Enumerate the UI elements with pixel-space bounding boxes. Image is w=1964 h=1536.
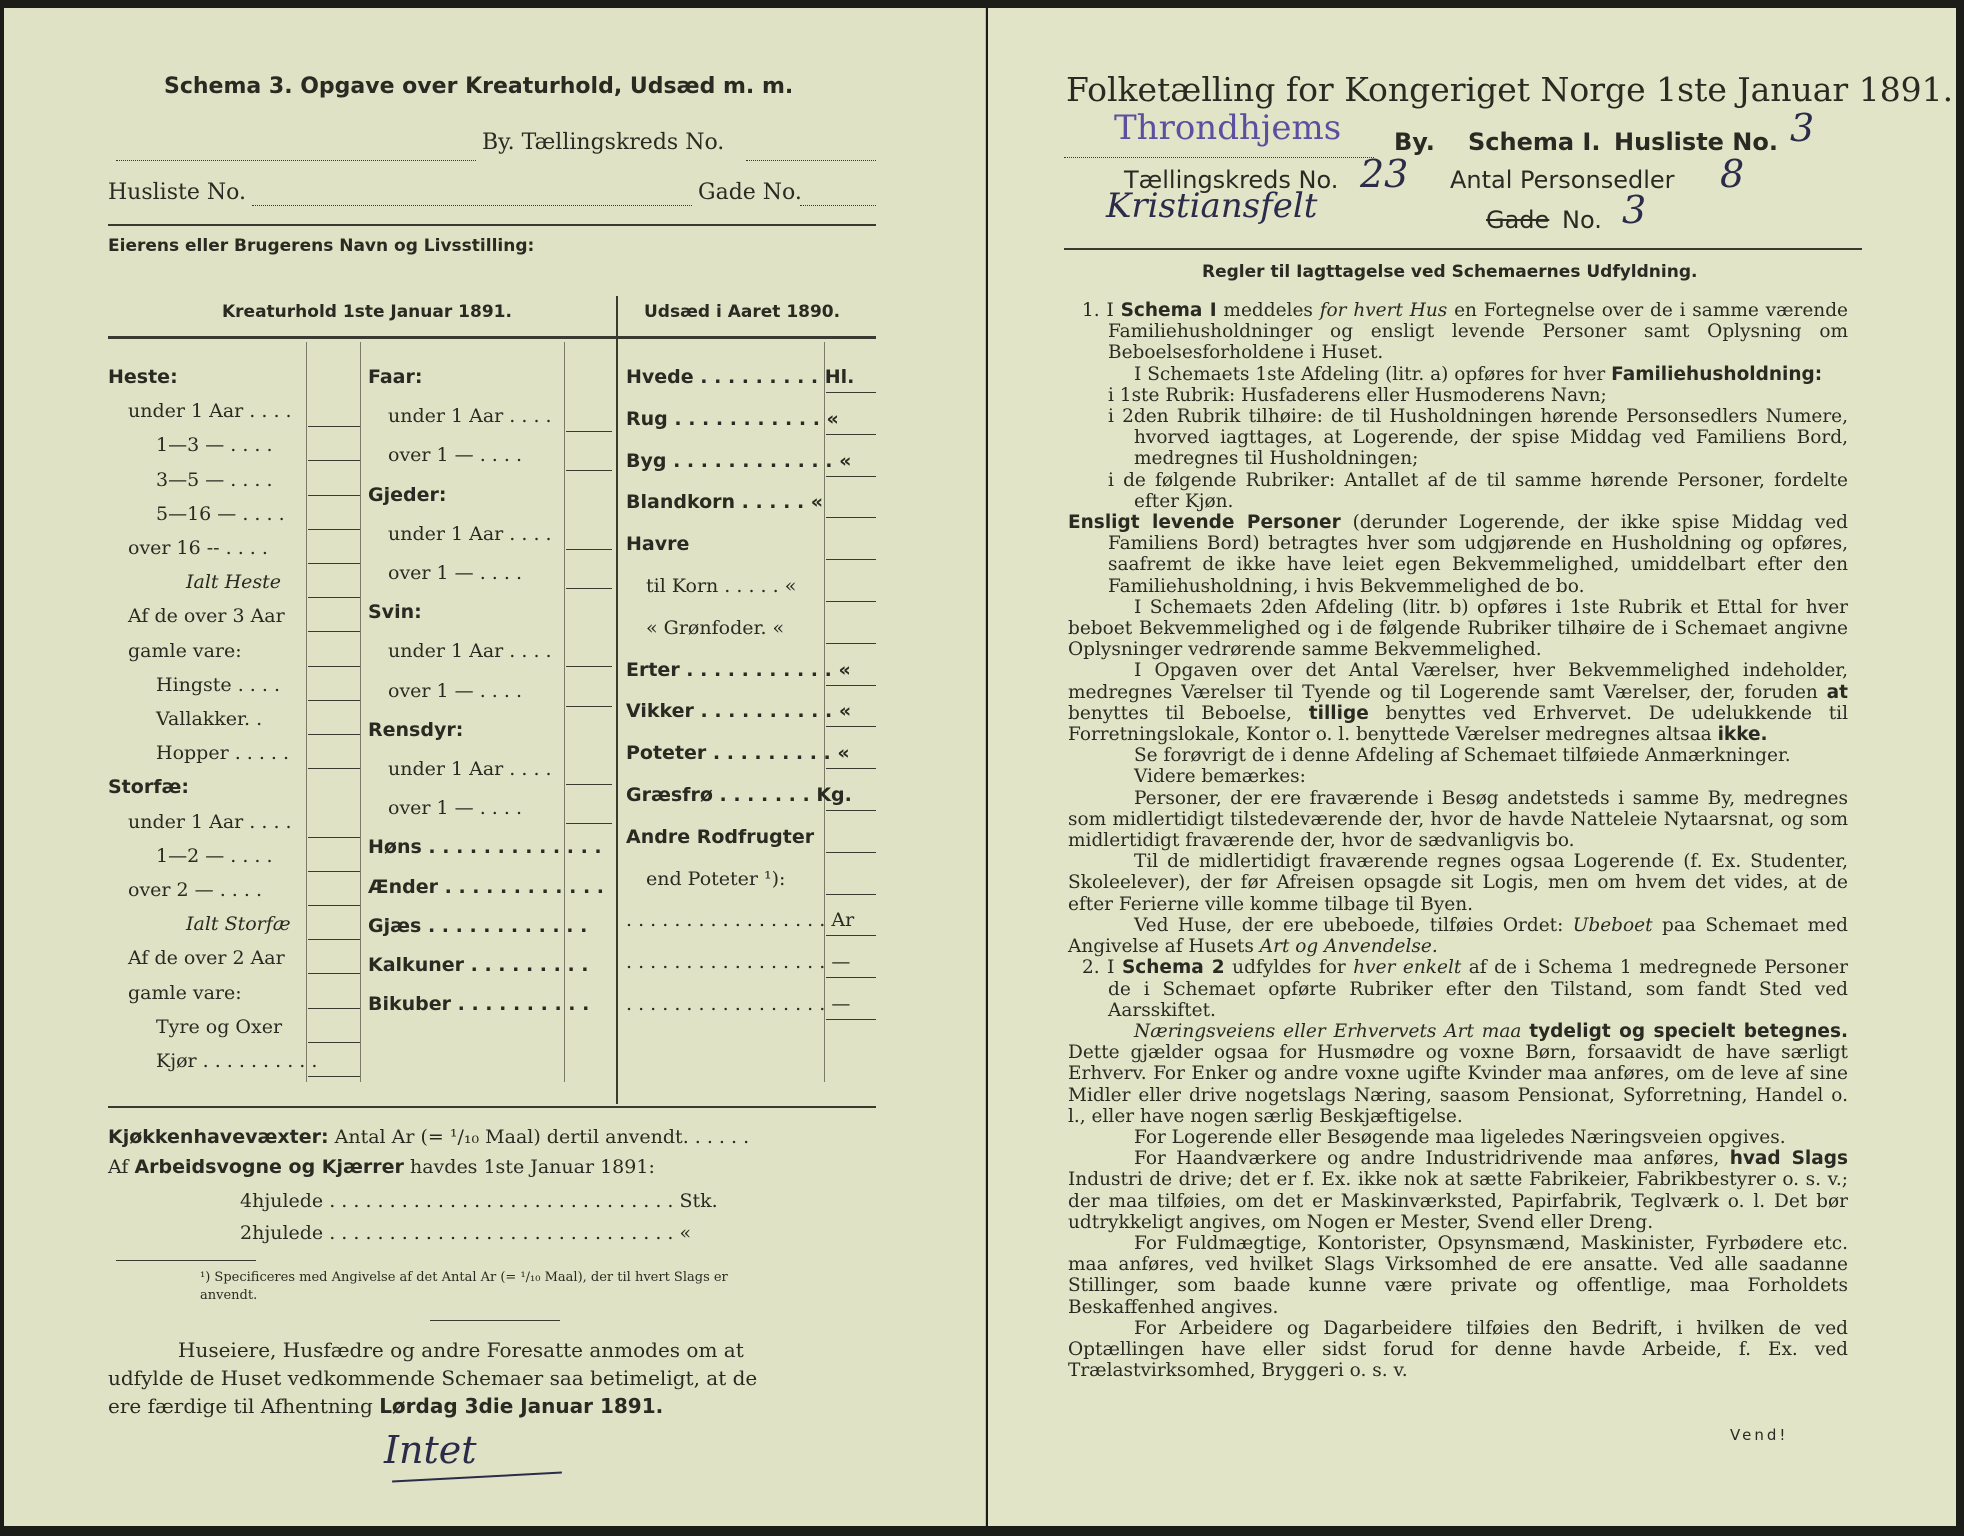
col3-row-label: Hvede . . . . . . . . . Hl.	[626, 366, 855, 388]
col3-row-label: Andre Rodfrugter	[626, 825, 815, 848]
col2-row-label: under 1 Aar . . . .	[388, 405, 552, 428]
notice-line-2: udfylde de Huset vedkommende Schemaer saa betimeligt, at de	[108, 1366, 758, 1390]
col2-row-label: Høns . . . . . . . . . . . . .	[368, 836, 602, 859]
col1-entry-cell[interactable]	[308, 426, 360, 427]
col1-entry-cell[interactable]	[308, 631, 360, 632]
signature-handwritten: Intet	[384, 1428, 477, 1472]
col1-entry-cell[interactable]	[308, 905, 360, 906]
notice-deadline: Lørdag 3die Januar 1891.	[379, 1394, 664, 1418]
by-taellingskreds-label: By. Tællingskreds No.	[482, 130, 725, 155]
col3-row-label: . . . . . . . . . . . . . . . . . —	[626, 993, 851, 1015]
col2-row-label: Svin:	[368, 601, 422, 624]
col1-row-label: 5—16 — . . . .	[156, 502, 285, 525]
col2-entry-cell[interactable]	[566, 588, 612, 589]
kitchen-text: Antal Ar (= ¹/₁₀ Maal) dertil anvendt. . . . . .	[328, 1126, 750, 1148]
col3-entry-cell[interactable]	[826, 852, 876, 853]
table-header-rule	[108, 336, 876, 339]
col3-entry-cell[interactable]	[826, 434, 876, 435]
col3-row-label: . . . . . . . . . . . . . . . . . Ar	[626, 909, 855, 932]
signature-underline	[392, 1472, 562, 1483]
wagon-2hjulede[interactable]: 2hjulede . . . . . . . . . . . . . . . . . . . . . . . . . . . . . «	[240, 1222, 692, 1244]
col1-entry-cell[interactable]	[308, 1008, 360, 1009]
col1-row-label: Hingste . . . .	[156, 673, 280, 696]
col3-entry-cell[interactable]	[826, 517, 876, 518]
kitchen-label: Kjøkkenhavevæxter:	[108, 1126, 329, 1148]
col1-row-label: under 1 Aar . . . .	[128, 400, 292, 423]
col1-row-label: Hopper . . . . .	[156, 742, 290, 765]
notice-line-1: Huseiere, Husfædre og andre Foresatte anmodes om at	[178, 1338, 744, 1362]
header-rule	[1064, 248, 1862, 250]
divider	[108, 224, 876, 226]
col1-row-label: Kjør . . . . . . . . . .	[156, 1050, 318, 1072]
col1-entry-cell[interactable]	[308, 460, 360, 461]
col3-row-label: Rug . . . . . . . . . . . «	[626, 407, 839, 430]
col2-row-label: under 1 Aar . . . .	[388, 640, 552, 663]
col3-row-label: . . . . . . . . . . . . . . . . . —	[626, 951, 851, 974]
col1-row-label: over 2 — . . . .	[128, 879, 262, 901]
husliste-no-label: Husliste No.	[1614, 128, 1778, 156]
col1-row-label: under 1 Aar . . . .	[128, 810, 292, 833]
col2-row-label: over 1 — . . . .	[388, 562, 522, 584]
col3-row-label: Havre	[626, 533, 690, 556]
kitchen-line	[108, 1126, 749, 1148]
col1-row-label: over 16 -- . . . .	[128, 537, 268, 559]
col1-entry-cell[interactable]	[308, 666, 360, 667]
notice-line-3a: ere færdige til Afhentning	[108, 1394, 380, 1418]
left-page-schema-3	[4, 8, 986, 1526]
antal-personsedler-value[interactable]: 8	[1720, 152, 1745, 196]
col2-row-label: Faar:	[368, 366, 423, 388]
rules-title: Regler til Iagttagelse ved Schemaernes Udfyldning.	[1202, 262, 1698, 282]
col1-entry-cell[interactable]	[308, 529, 360, 530]
col2-entry-cell[interactable]	[566, 470, 612, 471]
col3-entry-cell[interactable]	[826, 935, 876, 936]
col3-row-label: « Grønfoder. «	[646, 616, 785, 639]
col1-row-label: Tyre og Oxer	[156, 1015, 283, 1038]
husliste-label: Husliste No.	[108, 180, 246, 205]
col3-entry-cell[interactable]	[826, 559, 876, 560]
col3-row-label: til Korn . . . . . «	[646, 575, 797, 597]
right-page-schema-1	[988, 8, 1956, 1526]
husliste-blank[interactable]	[252, 204, 692, 206]
col2-row-label: Gjeder:	[368, 483, 447, 506]
col1-row-label: Heste:	[108, 366, 178, 388]
col3-entry-cell[interactable]	[826, 726, 876, 727]
col2-entry-cell[interactable]	[566, 706, 612, 707]
col1-row-label: Af de over 3 Aar	[128, 605, 285, 628]
col3-entry-cell[interactable]	[826, 768, 876, 769]
col3-row-label: Poteter . . . . . . . . . «	[626, 742, 850, 765]
left-page-title: Schema 3. Opgave over Kreaturhold, Udsæd m. m.	[164, 74, 794, 99]
col3-entry-cell[interactable]	[826, 1019, 876, 1020]
street-no-value[interactable]: 3	[1622, 188, 1647, 232]
antal-personsedler-label: Antal Personsedler	[1450, 166, 1675, 194]
wagon-pre: Af	[108, 1156, 135, 1178]
vend-label: Vend!	[1730, 1426, 1789, 1444]
col2-row-label: Bikuber . . . . . . . . . .	[368, 993, 590, 1016]
col1-entry-cell[interactable]	[308, 597, 360, 598]
col1-entry-cell[interactable]	[308, 973, 360, 974]
col1-entry-cell[interactable]	[308, 837, 360, 838]
col1-row-label: Ialt Heste	[186, 571, 282, 594]
col1-row-label: 1—2 — . . . .	[156, 844, 273, 867]
wagon-4hjulede[interactable]: 4hjulede . . . . . . . . . . . . . . . . . . . . . . . . . . . . . Stk.	[240, 1190, 718, 1212]
col2-row-label: Ænder . . . . . . . . . . . .	[368, 875, 604, 898]
col1-row-label: gamle vare:	[128, 981, 242, 1004]
col3-row-label: Byg . . . . . . . . . . . . «	[626, 449, 852, 472]
col2-row-label: under 1 Aar . . . .	[388, 758, 552, 780]
street-handwritten[interactable]: Kristiansfelt	[1106, 186, 1318, 226]
col2-row-label: under 1 Aar . . . .	[388, 522, 552, 545]
taellingskreds-label-right: Tællingskreds No.	[1124, 166, 1339, 194]
footnote: ¹) Specificeres med Angivelse af det Antal Ar (= ¹/₁₀ Maal), der til hvert Slags er	[200, 1270, 728, 1285]
col1-right	[360, 342, 361, 1082]
col3-entry-cell[interactable]	[826, 643, 876, 644]
col3-row-label: Erter . . . . . . . . . . . «	[626, 658, 851, 681]
by-label: By.	[1394, 128, 1435, 156]
col3-entry-cell[interactable]	[826, 810, 876, 811]
husliste-no-value[interactable]: 3	[1790, 106, 1815, 150]
col3-entry-cell[interactable]	[826, 685, 876, 686]
owner-label: Eierens eller Brugerens Navn og Livsstilling:	[108, 236, 535, 256]
col1-entry-cell[interactable]	[308, 871, 360, 872]
right-page-title: Folketælling for Kongeriget Norge 1ste Januar 1891.	[1066, 70, 1954, 109]
gade-label: Gade No.	[698, 180, 802, 205]
col3-entry-cell[interactable]	[826, 894, 876, 895]
taellingskreds-blank[interactable]	[746, 159, 876, 161]
col3-entry-cell[interactable]	[826, 601, 876, 602]
col2-entry-cell[interactable]	[566, 666, 612, 667]
by-blank[interactable]	[116, 159, 476, 161]
col1-row-label: gamle vare:	[128, 639, 242, 662]
col2-entry-cell[interactable]	[566, 431, 612, 432]
table-bottom-rule	[108, 1106, 876, 1108]
gade-blank[interactable]	[800, 204, 876, 206]
col1-entry-cell[interactable]	[308, 734, 360, 735]
footnote-rule	[116, 1260, 256, 1261]
col1-row-label: Vallakker. .	[156, 708, 263, 730]
wagon-label: Arbeidsvogne og Kjærrer	[134, 1156, 404, 1178]
notice-rule	[430, 1320, 560, 1321]
col1-entry-cell[interactable]	[308, 563, 360, 564]
footnote-cont: anvendt.	[200, 1288, 258, 1303]
col2-entry-cell[interactable]	[566, 823, 612, 824]
col3-row-label: Vikker . . . . . . . . . . «	[626, 700, 852, 723]
col3-entry-cell[interactable]	[826, 476, 876, 477]
city-stamp: Throndhjems	[1114, 108, 1342, 148]
city-blank	[1064, 156, 1374, 158]
col2-entry-cell[interactable]	[566, 549, 612, 550]
wagon-line	[108, 1156, 655, 1178]
udsaed-header: Udsæd i Aaret 1890.	[644, 302, 841, 322]
col1-row-label: Af de over 2 Aar	[128, 947, 285, 970]
col1-entry-cell[interactable]	[308, 700, 360, 701]
gade-struck: Gade	[1486, 206, 1550, 234]
col2-row-label: Rensdyr:	[368, 718, 464, 741]
col3-row-label: Græsfrø . . . . . . . Kg.	[626, 784, 852, 806]
udsaed-divider	[616, 296, 618, 1104]
col3-row-label: end Poteter ¹):	[646, 867, 786, 890]
col1-entry-cell[interactable]	[308, 939, 360, 940]
notice-line-3	[108, 1394, 663, 1418]
wagon-post: havdes 1ste Januar 1891:	[403, 1156, 655, 1178]
schema-label: Schema I.	[1468, 128, 1601, 156]
col1-row-label: Storfæ:	[108, 776, 189, 799]
col1-entry-cell[interactable]	[308, 495, 360, 496]
col1-entry-cell[interactable]	[308, 1076, 360, 1077]
col1-entry-cell[interactable]	[308, 768, 360, 769]
col2-row-label: over 1 — . . . .	[388, 679, 522, 702]
col2-row-label: over 1 — . . . .	[388, 444, 522, 467]
col2-entry-cell[interactable]	[566, 784, 612, 785]
col2-row-label: Gjæs . . . . . . . . . . . .	[368, 914, 588, 937]
col1-entry-cell[interactable]	[308, 1042, 360, 1043]
col1-row-label: Ialt Storfæ	[186, 913, 291, 936]
col1-row-label: 1—3 — . . . .	[156, 434, 273, 457]
street-no-label: No.	[1562, 206, 1602, 234]
col3-row-label: Blandkorn . . . . . «	[626, 491, 824, 514]
taellingskreds-value[interactable]: 23	[1360, 152, 1409, 196]
col2-row-label: Kalkuner . . . . . . . . .	[368, 954, 589, 976]
col1-sep	[306, 342, 307, 1082]
rules-text: 1. I Schema I meddeles for hvert Hus en Fortegnelse over de i samme værende Familiehusholdninger og ensligt levende Personer samt Oplysning om Beboelsesforholdene i Huset. I Schemaets 1ste Afdeling (litr. a) opføres for hver Familiehusholdning: i 1ste Rubrik: Husfaderens eller Husmoderens Navn; i 2den Rubrik tilhøire: de til Husholdningen hørende Personsedlers Numere, hvorved iagttages, at Logerende, der spise Middag ved Familiens Bord, medregnes til Husholdningen; i de følgende Rubriker: Antallet af de til samme hørende Personer, fordelte efter Kjøn. Ensligt levende Personer (derunder Logerende, der ikke spise Middag ved Familiens Bord) betragtes hver som udgjørende en Husholdning og opføres, saafremt de ikke have leiet egen Bekvemmelighed, umiddelbart efter den Familiehusholdning, i hvis Bekvemmelighed de bo. I Schemaets 2den Afdeling (litr. b) opføres i 1ste Rubrik et Ettal for hver beboet Bekvemmelighed og i de følgende Rubriker tilhøire de i Schemaet angivne Oplysninger vedrørende samme Bekvemmelighed. I Opgaven over det Antal Værelser, hver Bekvemmelighed indeholder, medregnes Værelser til Tyende og til Logerende samt Værelser, der, foruden at benyttes til Beboelse, tillige benyttes ved Erhvervet. De udelukkende til Forretningslokale, Kontor o. l. benyttede Værelser medregnes altsaa ikke. Se forøvrigt de i denne Afdeling af Schemaet tilføiede Anmærkninger. Videre bemærkes: Personer, der ere fraværende i Besøg andetsteds i samme By, medregnes som midlertidigt tilstedeværende der, hvor de havde Natteleie Nytaarsnat, og som midlertidigt fraværende der, hvor de sædvanligvis bo. Til de midlertidigt fraværende regnes ogsaa Logerende (f. Ex. Studenter, Skoleelever), der før Afreisen opsagde sit Logis, men om hvem det vides, at de efter Ferierne ville komme tilbage til Byen. Ved Huse, der ere ubeboede, tilføies Ordet: Ubeboet paa Schemaet med Angivelse af Husets Art og Anvendelse. 2. I Schema 2 udfyldes for hver enkelt af de i Schema 1 medregnede Personer de i Schemaet opførte Rubriker efter den Tilstand, som fandt Sted ved Aarsskiftet. Næringsveiens eller Erhvervets Art maa tydeligt og specielt betegnes. Dette gjælder ogsaa for Husmødre og voxne Børn, forsaavidt de have særligt Erhverv. For Enker og andre voxne ugifte Kvinder maa anføres, om de leve af sine Midler eller drive nogetslags Næring, saasom Pensionat, Syforretning, Handel o. l., eller have nogen særlig Beskjæftigelse. For Logerende eller Besøgende maa ligeledes Næringsveien opgives. For Haandværkere og andre Industridrivende maa anføres, hvad Slags Industri de drive; det er f. Ex. ikke nok at sætte Fabrikeier, Fabrikbestyrer o. s. v.; der maa tilføies, om det er Maskinværksted, Papirfabrik, Teglværk o. l. Det bør udtrykkeligt angives, om Nogen er Mester, Svend eller Dreng. For Fuldmægtige, Kontorister, Opsynsmænd, Maskinister, Fyrbødere etc. maa anføres, ved hvilket Slags Virksomhed de ere ansatte. Ved alle saadanne Stillinger, som baade kunne være private og offentlige, maa Forholdets Beskaffenhed angives. For Arbeidere og Dagarbeidere tilføies den Bedrift, i hvilken de ved Optællingen have eller sidst forud for denne havde Arbeide, f. Ex. ved Trælastvirksomhed, Bryggeri o. s. v.	[1068, 300, 1849, 1382]
col1-row-label: 3—5 — . . . .	[156, 468, 273, 491]
col3-entry-cell[interactable]	[826, 392, 876, 393]
col2-row-label: over 1 — . . . .	[388, 797, 522, 820]
col3-entry-cell[interactable]	[826, 977, 876, 978]
kreatur-header: Kreaturhold 1ste Januar 1891.	[222, 302, 512, 322]
